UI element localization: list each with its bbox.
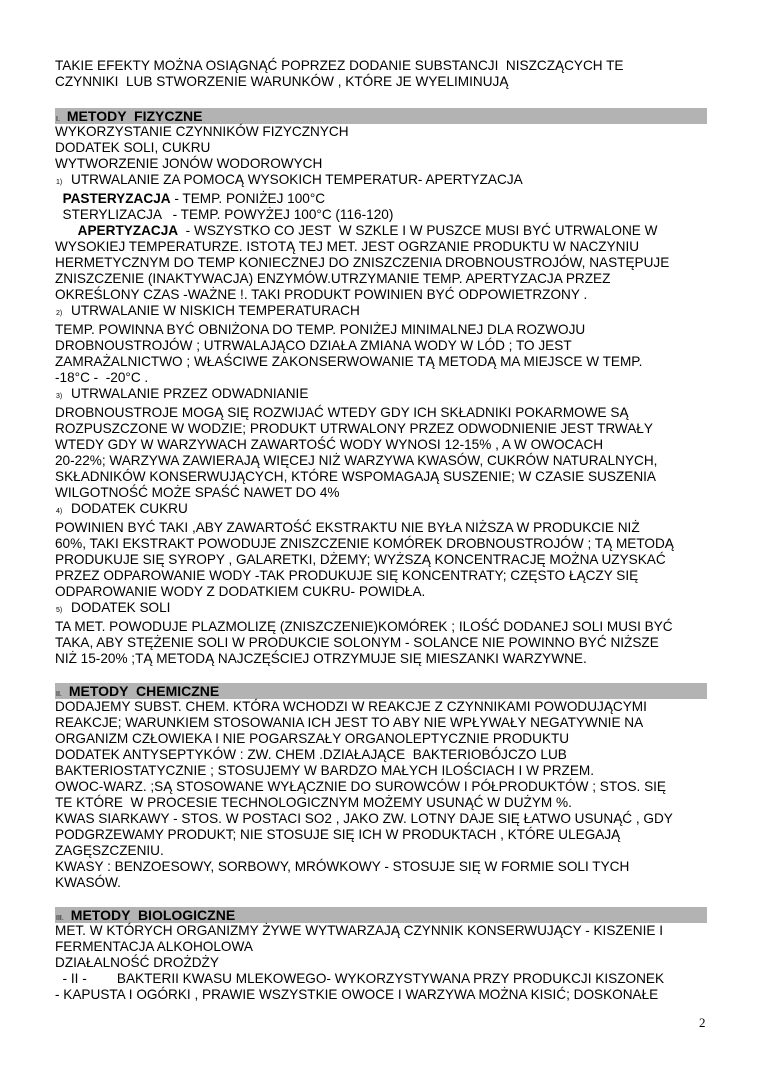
list-item-heading: 2) UTRWALANIE W NISKICH TEMPERATURACH — [56, 303, 360, 318]
section-title: METODY BIOLOGICZNE — [70, 907, 236, 923]
text-line: ZNISZCZENIE (INAKTYWACJA) ENZYMÓW.UTRZYMANIE TEMP. APERTYZACJA PRZEZ — [55, 271, 611, 286]
section-number: I. — [56, 116, 60, 123]
text-line: BAKTERIOSTATYCZNIE ; STOSUJEMY W BARDZO MAŁYCH ILOŚCIACH I W PRZEM. — [55, 763, 595, 778]
sterylizacja-line: STERYLIZACJA - TEMP. POWYŻEJ 100°C (116-120) — [55, 207, 394, 222]
text-line: TAKIE EFEKTY MOŻNA OSIĄGNĄĆ POPRZEZ DODANIE SUBSTANCJI NISZCZĄCYCH TE — [55, 58, 624, 73]
section-title: METODY CHEMICZNE — [68, 683, 220, 699]
text-line: ODPAROWANIE WODY Z DODATKIEM CUKRU- POWIDŁA. — [55, 584, 426, 599]
text-line: TAKA, ABY STĘŻENIE SOLI W PRODUKCIE SOLONYM - SOLANCE NIE POWINNO BYĆ NIŻSZE — [55, 635, 659, 650]
text-line: ROZPUSZCZONE W WODZIE; PRODUKT UTRWALONY PRZEZ ODWODNIENIE JEST TRWAŁY — [55, 421, 653, 436]
text-line: TA MET. POWODUJE PLAZMOLIZĘ (ZNISZCZENIE)KOMÓREK ; ILOŚĆ DODANEJ SOLI MUSI BYĆ — [55, 619, 673, 634]
text-line: HERMETYCZNYM DO TEMP KONIECZNEJ DO ZNISZCZENIA DROBNOUSTROJÓW, NASTĘPUJE — [55, 255, 670, 270]
text-line: WYSOKIEJ TEMPERATURZE. ISTOTĄ TEJ MET. JEST OGRZANIE PRODUKTU W NACZYNIU — [55, 239, 640, 254]
text-line: DODATEK SOLI, CUKRU — [55, 140, 211, 155]
term-pasteryzacja: PASTERYZACJA — [62, 191, 171, 206]
apertyzacja-line: APERTYZACJA - WSZYSTKO CO JEST W SZKLE I W PUSZCE MUSI BYĆ UTRWALONE W — [77, 223, 658, 238]
text-line: CZYNNIKI LUB STWORZENIE WARUNKÓW , KTÓRE JE WYELIMINUJĄ — [55, 74, 509, 89]
text-line: DODAJEMY SUBST. CHEM. KTÓRA WCHODZI W REAKCJE Z CZYNNIKAMI POWODUJĄCYMI — [55, 699, 647, 714]
section-number: III. — [56, 915, 64, 922]
text-line: NIŻ 15-20% ;TĄ METODĄ NAJCZĘŚCIEJ OTRZYMUJE SIĘ MIESZANKI WARZYWNE. — [55, 651, 587, 666]
text-line: PRODUKUJE SIĘ SYROPY , GALARETKI, DŻEMY; WYŻSZĄ KONCENTRACJĘ MOŻNA UZYSKAĆ — [55, 552, 666, 567]
text-line: -18°C - -20°C . — [55, 370, 149, 385]
text-line: PRZEZ ODPAROWANIE WODY -TAK PRODUKUJE SIĘ KONCENTRATY; CZĘSTO ŁĄCZY SIĘ — [55, 568, 639, 583]
list-item-heading: 1) UTRWALANIE ZA POMOCĄ WYSOKICH TEMPERATUR- APERTYZACJA — [56, 172, 523, 187]
list-item-heading: 3) UTRWALANIE PRZEZ ODWADNIANIE — [56, 386, 309, 401]
text-line: KWASY : BENZOESOWY, SORBOWY, MRÓWKOWY - STOSUJE SIĘ W FORMIE SOLI TYCH — [55, 859, 630, 874]
text-line: 20-22%; WARZYWA ZAWIERAJĄ WIĘCEJ NIŻ WARZYWA KWASÓW, CUKRÓW NATURALNYCH, — [55, 453, 658, 468]
section-heading-physical — [55, 108, 707, 124]
text-line: DODATEK ANTYSEPTYKÓW : ZW. CHEM .DZIAŁAJĄCE BAKTERIOBÓJCZO LUB — [55, 747, 567, 762]
section-title: METODY FIZYCZNE — [66, 108, 203, 124]
text-line: OKREŚLONY CZAS -WAŻNE !. TAKI PRODUKT POWINIEN BYĆ ODPOWIETRZONY . — [55, 287, 588, 302]
text-line: MET. W KTÓRYCH ORGANIZMY ŻYWE WYTWARZAJĄ CZYNNIK KONSERWUJĄCY - KISZENIE I — [55, 923, 663, 938]
text-line: KWAS SIARKAWY - STOS. W POSTACI SO2 , JAKO ZW. LOTNY DAJE SIĘ ŁATWO USUNĄĆ , GDY — [55, 811, 673, 826]
text-line: SKŁADNIKÓW KONSERWUJĄCYCH, KTÓRE WSPOMAGAJĄ SUSZENIE; W CZASIE SUSZENIA — [55, 469, 656, 484]
page-number: 2 — [699, 1015, 706, 1030]
text-line: DZIAŁALNOŚĆ DROŻDŻY — [55, 955, 219, 970]
text-line: 60%, TAKI EKSTRAKT POWODUJE ZNISZCZENIE KOMÓREK DROBNOUSTROJÓW ; TĄ METODĄ — [55, 536, 674, 551]
text-line: DROBNOUSTROJÓW ; UTRWALAJĄCO DZIAŁA ZMIANA WODY W LÓD ; TO JEST — [55, 338, 572, 353]
text-line: KWASÓW. — [55, 875, 121, 890]
text-line: - II - BAKTERII KWASU MLEKOWEGO- WYKORZYSTYWANA PRZY PRODUKCJI KISZONEK — [55, 971, 665, 986]
text-line: ORGANIZM CZŁOWIEKA I NIE POGARSZAŁY ORGANOLEPTYCZNIE PRODUKTU — [55, 731, 570, 746]
pasteryzacja-line: PASTERYZACJA - TEMP. PONIŻEJ 100°C — [62, 191, 326, 206]
text-line: WILGOTNOŚĆ MOŻE SPAŚĆ NAWET DO 4% — [55, 485, 340, 500]
text-line: REAKCJE; WARUNKIEM STOSOWANIA ICH JEST TO ABY NIE WPŁYWAŁY NEGATYWNIE NA — [55, 715, 644, 730]
text-line: ZAGĘSZCZENIU. — [55, 843, 164, 858]
list-item-heading: 5) DODATEK SOLI — [56, 600, 171, 615]
text-line: POWINIEN BYĆ TAKI ,ABY ZAWARTOŚĆ EKSTRAKTU NIE BYŁA NIŻSZA W PRODUKCIE NIŻ — [55, 520, 640, 535]
intro-paragraph — [55, 58, 707, 90]
section-number: II. — [56, 691, 62, 698]
text-line: WYKORZYSTANIE CZYNNIKÓW FIZYCZNYCH — [55, 124, 349, 139]
list-item-heading: 4) DODATEK CUKRU — [56, 501, 188, 516]
text-line: TEMP. POWINNA BYĆ OBNIŻONA DO TEMP. PONIŻEJ MINIMALNEJ DLA ROZWOJU — [55, 322, 586, 337]
section-heading-chemical — [55, 683, 707, 699]
text-line: PODGRZEWAMY PRODUKT; NIE STOSUJE SIĘ ICH W PRODUKTACH , KTÓRE ULEGAJĄ — [55, 827, 621, 842]
term-apertyzacja: APERTYZACJA — [77, 223, 179, 238]
text-line: - KAPUSTA I OGÓRKI , PRAWIE WSZYSTKIE OWOCE I WARZYWA MOŻNA KISIĆ; DOSKONAŁE — [55, 987, 659, 1002]
text-line: ZAMRAŻALNICTWO ; WŁAŚCIWE ZAKONSERWOWANIE TĄ METODĄ MA MIEJSCE W TEMP. — [55, 354, 643, 369]
text-line: DROBNOUSTROJE MOGĄ SIĘ ROZWIJAĆ WTEDY GDY ICH SKŁADNIKI POKARMOWE SĄ — [55, 405, 629, 420]
text-line: FERMENTACJA ALKOHOLOWA — [55, 939, 253, 954]
section-heading-biological — [55, 907, 707, 923]
document-page — [55, 58, 707, 1003]
text-line: OWOC-WARZ. ;SĄ STOSOWANE WYŁĄCZNIE DO SUROWCÓW I PÓŁPRODUKTÓW ; STOS. SIĘ — [55, 779, 667, 794]
text-line: TE KTÓRE W PROCESIE TECHNOLOGICZNYM MOŻEMY USUNĄĆ W DUŻYM %. — [55, 795, 572, 810]
text-line: WYTWORZENIE JONÓW WODOROWYCH — [55, 156, 323, 171]
text-line: WTEDY GDY W WARZYWACH ZAWARTOŚĆ WODY WYNOSI 12-15% , A W OWOCACH — [55, 437, 604, 452]
